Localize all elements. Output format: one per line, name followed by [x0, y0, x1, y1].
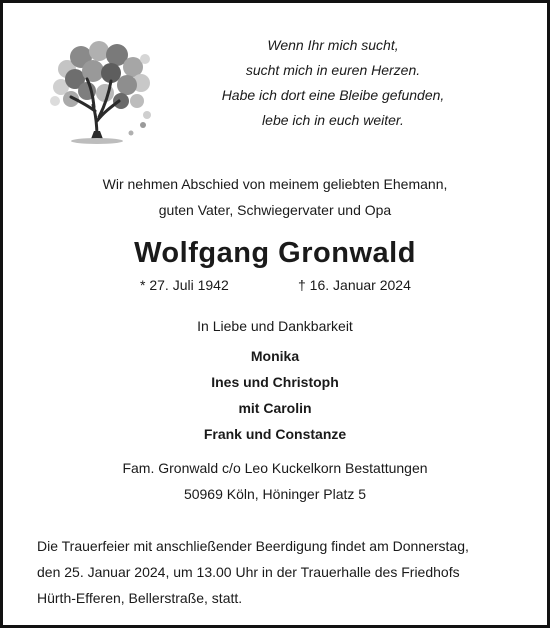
service-line: den 25. Januar 2024, um 13.00 Uhr in der Trauerhalle des Friedhofs: [37, 564, 460, 580]
service-line: Die Trauerfeier mit anschließender Beerdigung findet am Donnerstag,: [37, 538, 469, 554]
poem-line: sucht mich in euren Herzen.: [245, 62, 421, 78]
family-member: Frank und Constanze: [203, 426, 347, 442]
birth-date: * 27. Juli 1942: [140, 277, 229, 293]
farewell-text: In Liebe und Dankbarkeit: [197, 318, 353, 334]
service-information: [37, 533, 527, 611]
intro-line: guten Vater, Schwiegervater und Opa: [158, 202, 392, 218]
poem-line: lebe ich in euch weiter.: [262, 112, 404, 128]
family-members: [3, 343, 547, 447]
family-member: Monika: [250, 348, 300, 364]
tree-icon: [47, 39, 155, 147]
poem: [193, 33, 473, 133]
death-date: † 16. Januar 2024: [298, 277, 411, 293]
contact-address: [3, 455, 547, 507]
address-line: 50969 Köln, Höninger Platz 5: [183, 486, 367, 502]
family-member: mit Carolin: [238, 400, 312, 416]
address-line: Fam. Gronwald c/o Leo Kuckelkorn Bestattungen: [122, 460, 428, 476]
deceased-name: Wolfgang Gronwald: [134, 237, 416, 269]
service-line: Hürth-Efferen, Bellerstraße, statt.: [37, 590, 243, 606]
intro-text: [3, 171, 547, 223]
intro-line: Wir nehmen Abschied von meinem geliebten Ehemann,: [102, 176, 448, 192]
poem-line: Habe ich dort eine Bleibe gefunden,: [221, 87, 445, 103]
family-member: Ines und Christoph: [211, 374, 339, 390]
poem-line: Wenn Ihr mich sucht,: [267, 37, 399, 53]
